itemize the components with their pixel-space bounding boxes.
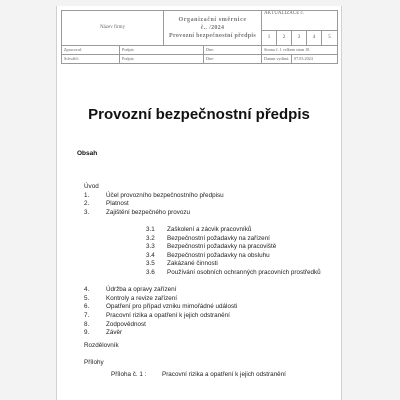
- page-count: Strana č. 1 celkem stran 18: [262, 45, 338, 54]
- toc-subitem: 3.4 Bezpečnostní požadavky na obsluhu: [146, 251, 270, 259]
- issue-date-value: 07.03.2024: [292, 54, 338, 63]
- toc-attachment-1: Příloha č. 1 : Pracovní rizika a opatření k jejich odstranění: [111, 371, 286, 379]
- update-number-3: 3: [292, 31, 307, 45]
- approved-date-label: Dne:: [204, 54, 262, 63]
- document-id-cell: [164, 11, 262, 46]
- document-title: Provozní bezpečnostní předpis: [88, 106, 310, 123]
- table-of-contents: [84, 183, 334, 380]
- toc-item: 6. Opatření pro případ vzniku mimořádné události: [84, 303, 238, 311]
- update-number-4: 4: [307, 31, 322, 45]
- toc-item: 8. Zodpovědnost: [84, 320, 146, 328]
- toc-attachments: Přílohy: [84, 358, 104, 366]
- toc-subitem: 3.1 Zaškolení a zácvik pracovníků: [146, 225, 252, 233]
- update-number-1: 1: [262, 31, 277, 45]
- document-header-table: [61, 10, 338, 64]
- toc-subitem: 3.6 Používání osobních ochranných pracovních prostředků: [146, 268, 321, 276]
- update-label: AKTUALIZACE č.: [262, 11, 338, 31]
- toc-subitem: 3.3 Bezpečnostní požadavky na pracoviště: [146, 243, 277, 251]
- toc-item: 1. Účel provozního bezpečnostního předpisu: [84, 191, 224, 199]
- toc-subitem: 3.2 Bezpečnostní požadavky na zařízení: [146, 234, 270, 242]
- doc-number: č.. /2024: [200, 24, 225, 31]
- firm-name: Název firmy: [62, 11, 164, 46]
- document-page: [56, 6, 342, 400]
- prepared-date-label: Dne:: [204, 45, 262, 54]
- doc-name: Provozní bezpečnostní předpis: [169, 32, 256, 39]
- toc-item: 7. Pracovní rizika a opatření k jejich odstranění: [84, 311, 230, 319]
- prepared-signature-label: Podpis:: [120, 45, 204, 54]
- doc-type: Organizační směrnice: [178, 16, 247, 23]
- toc-item: 9. Závěr: [84, 329, 123, 337]
- contents-heading: Obsah: [77, 150, 98, 157]
- toc-item: 3. Zajištění bezpečného provozu: [84, 208, 191, 216]
- toc-distribution: Rozdělovník: [84, 341, 119, 349]
- approved-by-label: Schválil:: [62, 54, 120, 63]
- issue-date-label: Datum vydání:: [262, 54, 292, 63]
- prepared-by-label: Zpracoval:: [62, 45, 120, 54]
- toc-item: 4. Údržba a opravy zařízení: [84, 286, 177, 294]
- update-number-5: 5: [322, 31, 338, 45]
- toc-item: 2. Platnost: [84, 200, 129, 208]
- toc-item: 5. Kontroly a revize zařízení: [84, 294, 178, 302]
- toc-subitem: 3.5 Zakázané činnosti: [146, 260, 218, 268]
- update-number-2: 2: [277, 31, 292, 45]
- toc-intro: Úvod: [84, 183, 99, 190]
- approved-signature-label: Podpis:: [120, 54, 204, 63]
